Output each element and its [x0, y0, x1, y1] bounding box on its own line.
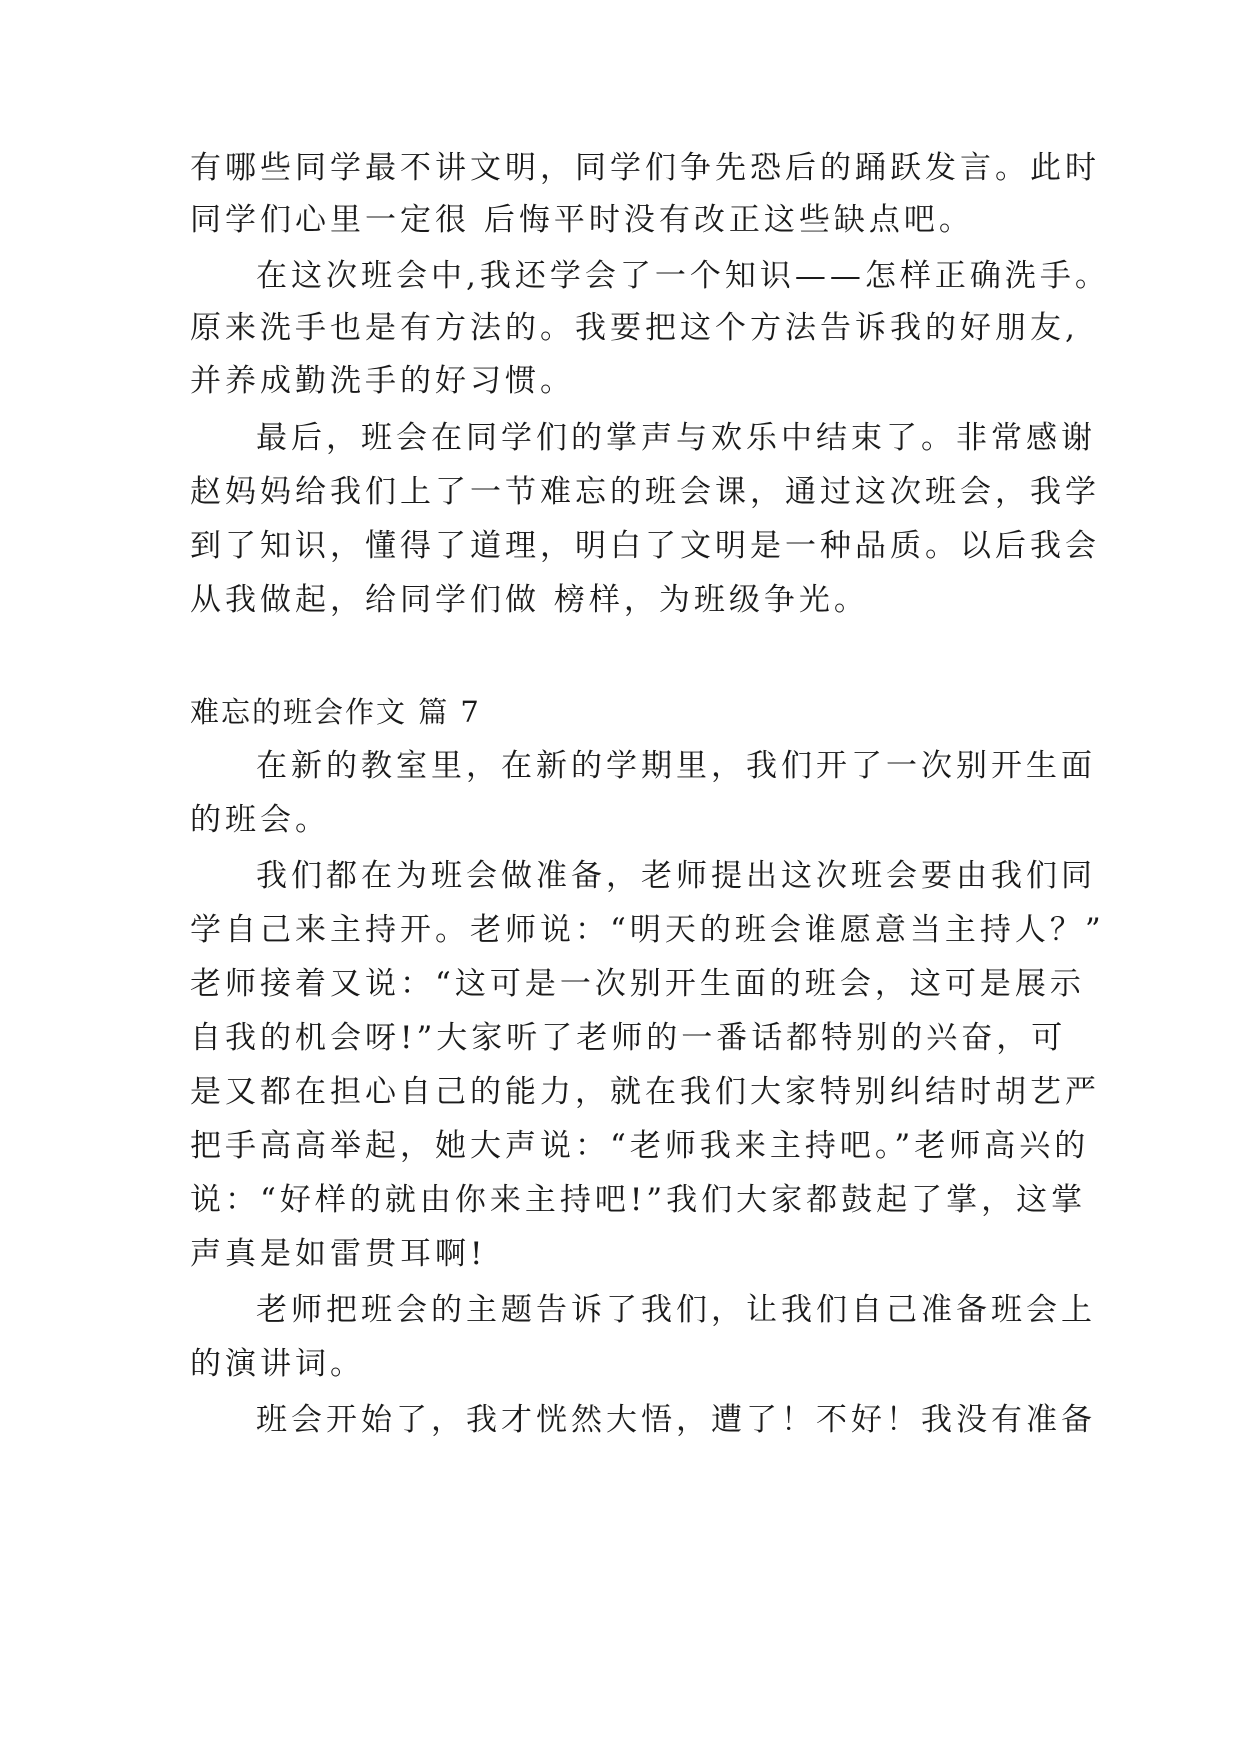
paragraph-line: 同学们心里一定很 后悔平时没有改正这些缺点吧。: [190, 202, 974, 238]
paragraph-line: 老师把班会的主题告诉了我们，让我们自己准备班会上: [256, 1292, 1096, 1328]
paragraph-line: 在这次班会中,我还学会了一个知识——怎样正确洗手。: [256, 258, 1110, 294]
paragraph-line: 原来洗手也是有方法的。我要把这个方法告诉我的好朋友,: [190, 310, 1079, 346]
paragraph-line: 说：“好样的就由你来主持吧!”我们大家都鼓起了掌，这掌: [190, 1182, 1087, 1218]
paragraph-line: 自我的机会呀!”大家听了老师的一番话都特别的兴奋，可: [190, 1020, 1067, 1056]
paragraph-line: 在新的教室里，在新的学期里，我们开了一次别开生面: [256, 748, 1096, 784]
paragraph-line: 从我做起，给同学们做 榜样，为班级争光。: [190, 582, 869, 618]
section-heading: 难忘的班会作文 篇 7: [190, 695, 481, 729]
paragraph-line: 把手高高举起，她大声说：“老师我来主持吧。”老师高兴的: [190, 1128, 1090, 1164]
paragraph-line: 声真是如雷贯耳啊!: [190, 1236, 487, 1272]
paragraph-line: 的班会。: [190, 802, 330, 838]
paragraph-line: 学自己来主持开。老师说：“明天的班会谁愿意当主持人？”: [190, 912, 1105, 948]
paragraph-line: 最后，班会在同学们的掌声与欢乐中结束了。非常感谢: [256, 420, 1096, 456]
paragraph-line: 班会开始了，我才恍然大悟，遭了！不好！我没有准备: [256, 1402, 1096, 1438]
paragraph-line: 到了知识，懂得了道理，明白了文明是一种品质。以后我会: [190, 528, 1100, 564]
paragraph-line: 有哪些同学最不讲文明，同学们争先恐后的踊跃发言。此时: [190, 150, 1100, 186]
paragraph-line: 是又都在担心自己的能力，就在我们大家特别纠结时胡艺严: [190, 1074, 1100, 1110]
paragraph-line: 老师接着又说：“这可是一次别开生面的班会，这可是展示: [190, 966, 1085, 1002]
paragraph-line: 赵妈妈给我们上了一节难忘的班会课，通过这次班会，我学: [190, 474, 1100, 510]
paragraph-line: 我们都在为班会做准备，老师提出这次班会要由我们同: [256, 858, 1096, 894]
paragraph-line: 并养成勤洗手的好习惯。: [190, 363, 575, 399]
paragraph-line: 的演讲词。: [190, 1346, 365, 1382]
